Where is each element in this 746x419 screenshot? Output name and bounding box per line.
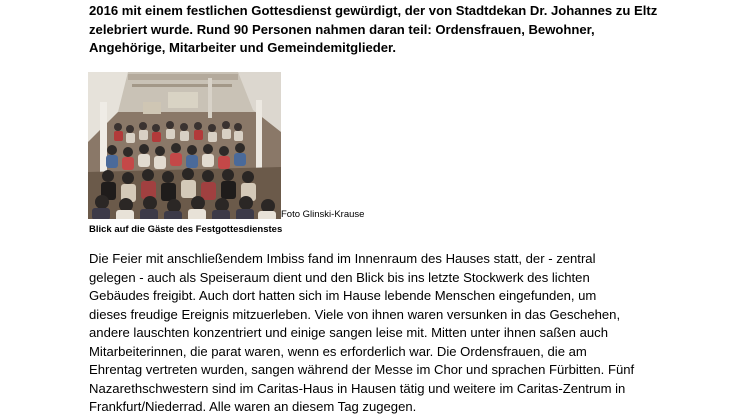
body-line: Mitarbeiterinnen, die parat waren, wenn es erforderlich war. Die Ordensfrauen, die am [89,343,587,359]
body-line: Nazarethschwestern sind im Caritas-Haus in Hausen tätig und weitere im Caritas-Zentrum in [89,380,626,396]
intro-line: 2016 mit einem festlichen Gottesdienst gewürdigt, der von Stadtdekan Dr. Johannes zu Eltz [89,3,658,18]
body-line: Die Feier mit anschließendem Imbiss fand im Innenraum des Hauses statt, der - zentral [89,251,596,266]
intro-paragraph [89,2,689,58]
body-line: gelegen - auch als Speiseraum dient und den Blick bis ins letzte Stockwerk des lichten [89,269,590,285]
photo-caption: Blick auf die Gäste des Festgottesdienstes [89,224,283,235]
intro-line: Angehörige, Mitarbeiter und Gemeindemitglieder. [89,40,397,56]
body-line: andere lauschten konzentriert und einige sangen leise mit. Mitten unter ihnen saßen auch [89,325,608,340]
congregation-photo-illustration [88,72,281,219]
intro-line: zelebriert wurde. Rund 90 Personen nahmen daran teil: Ordensfrauen, Bewohner, [89,21,595,37]
body-line: Ehrentag vertreten wurden, sangen während der Messe im Chor und sprachen Fürbitten. Fünf [89,362,635,377]
body-line: dieses freudige Ereignis mitzuerleben. Viele von ihnen waren versunken in das Geschehen, [89,306,621,322]
event-photo [88,72,281,219]
body-line: Frankfurt/Niederrad. Alle waren an diesem Tag zugegen. [89,399,417,414]
body-paragraph [89,250,699,417]
photo-credit: Foto Glinski-Krause [281,209,365,220]
body-line: Gebäudes freigibt. Auch dort hatten sich im Hause lebende Menschen eingefunden, um [89,288,597,303]
